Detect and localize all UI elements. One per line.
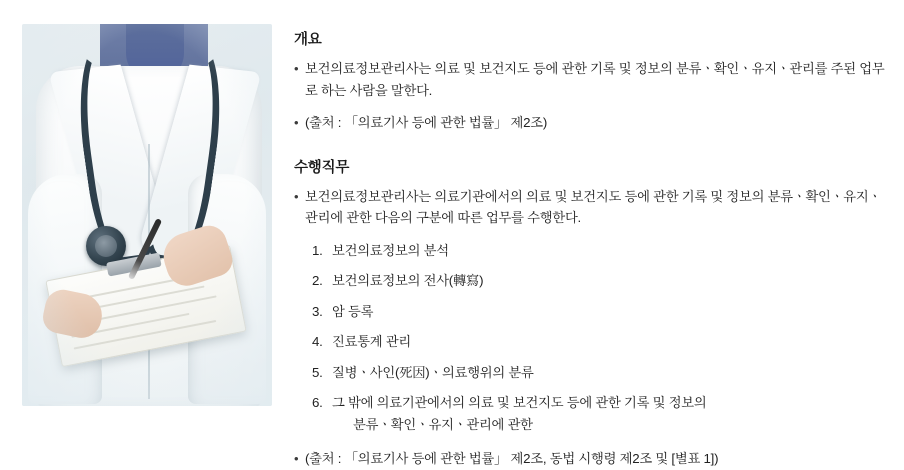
duties-source (294, 448, 892, 470)
bullet-dot-icon: • (294, 188, 299, 204)
list-item-label: 진료통계 관리 (332, 334, 412, 350)
list-item-label: 보건의료정보의 전사(轉寫) (332, 273, 484, 289)
section-title-overview: 개요 (294, 32, 322, 48)
list-item-label-wrapper (332, 392, 892, 435)
list-item (294, 270, 892, 292)
list-item-number: 6. (312, 395, 323, 411)
duties-bullet-1-text: 보건의료정보관리사는 의료기관에서의 의료 및 보건지도 등에 관한 기록 및 정보의 분류ㆍ확인ㆍ유지ㆍ관리에 관한 다음의 구분에 따른 업무를 수행한다. (305, 188, 882, 226)
section-title-duties: 수행직무 (294, 159, 350, 176)
overview-source (294, 112, 892, 134)
bullet-dot-icon: • (294, 115, 299, 131)
overview-bullet-1-text: 보건의료정보관리사는 의료 및 보건지도 등에 관한 기록 및 정보의 분류ㆍ확인ㆍ유지ㆍ관리를 주된 업무로 하는 사람을 말한다. (305, 61, 885, 98)
overview-bullet-1 (294, 58, 892, 101)
overview-source-text: (출처 : 「의료기사 등에 관한 법률」 제2조) (305, 115, 548, 131)
list-item-label: 그 밖에 의료기관에서의 의료 및 보건지도 등에 관한 기록 및 정보의 (332, 395, 707, 411)
list-item-label: 보건의료정보의 분석 (332, 242, 449, 258)
list-item-label-continued: 분류ㆍ확인ㆍ유지ㆍ관리에 관한 (353, 416, 533, 432)
photo-background (22, 24, 272, 406)
list-item (294, 301, 892, 323)
duties-list (294, 240, 892, 436)
list-item (294, 240, 892, 262)
list-item-label: 암 등록 (332, 303, 374, 319)
list-item-number: 3. (312, 303, 323, 319)
text-content (294, 14, 892, 467)
list-item-number: 1. (312, 242, 323, 258)
duties-source-text: (출처 : 「의료기사 등에 관한 법률」 제2조, 동법 시행령 제2조 및 [별표 1]) (305, 451, 719, 467)
list-item-number: 5. (312, 364, 323, 380)
bullet-dot-icon: • (294, 61, 299, 76)
list-item (294, 362, 892, 384)
duties-bullet-1 (294, 186, 892, 229)
list-item-label: 질병ㆍ사인(死因)ㆍ의료행위의 분류 (332, 364, 534, 380)
list-item-number: 2. (312, 273, 323, 289)
list-item (294, 392, 892, 435)
list-item-number: 4. (312, 334, 323, 350)
list-item (294, 331, 892, 353)
doctor-with-clipboard-photo (22, 24, 272, 406)
bullet-dot-icon: • (294, 451, 299, 467)
